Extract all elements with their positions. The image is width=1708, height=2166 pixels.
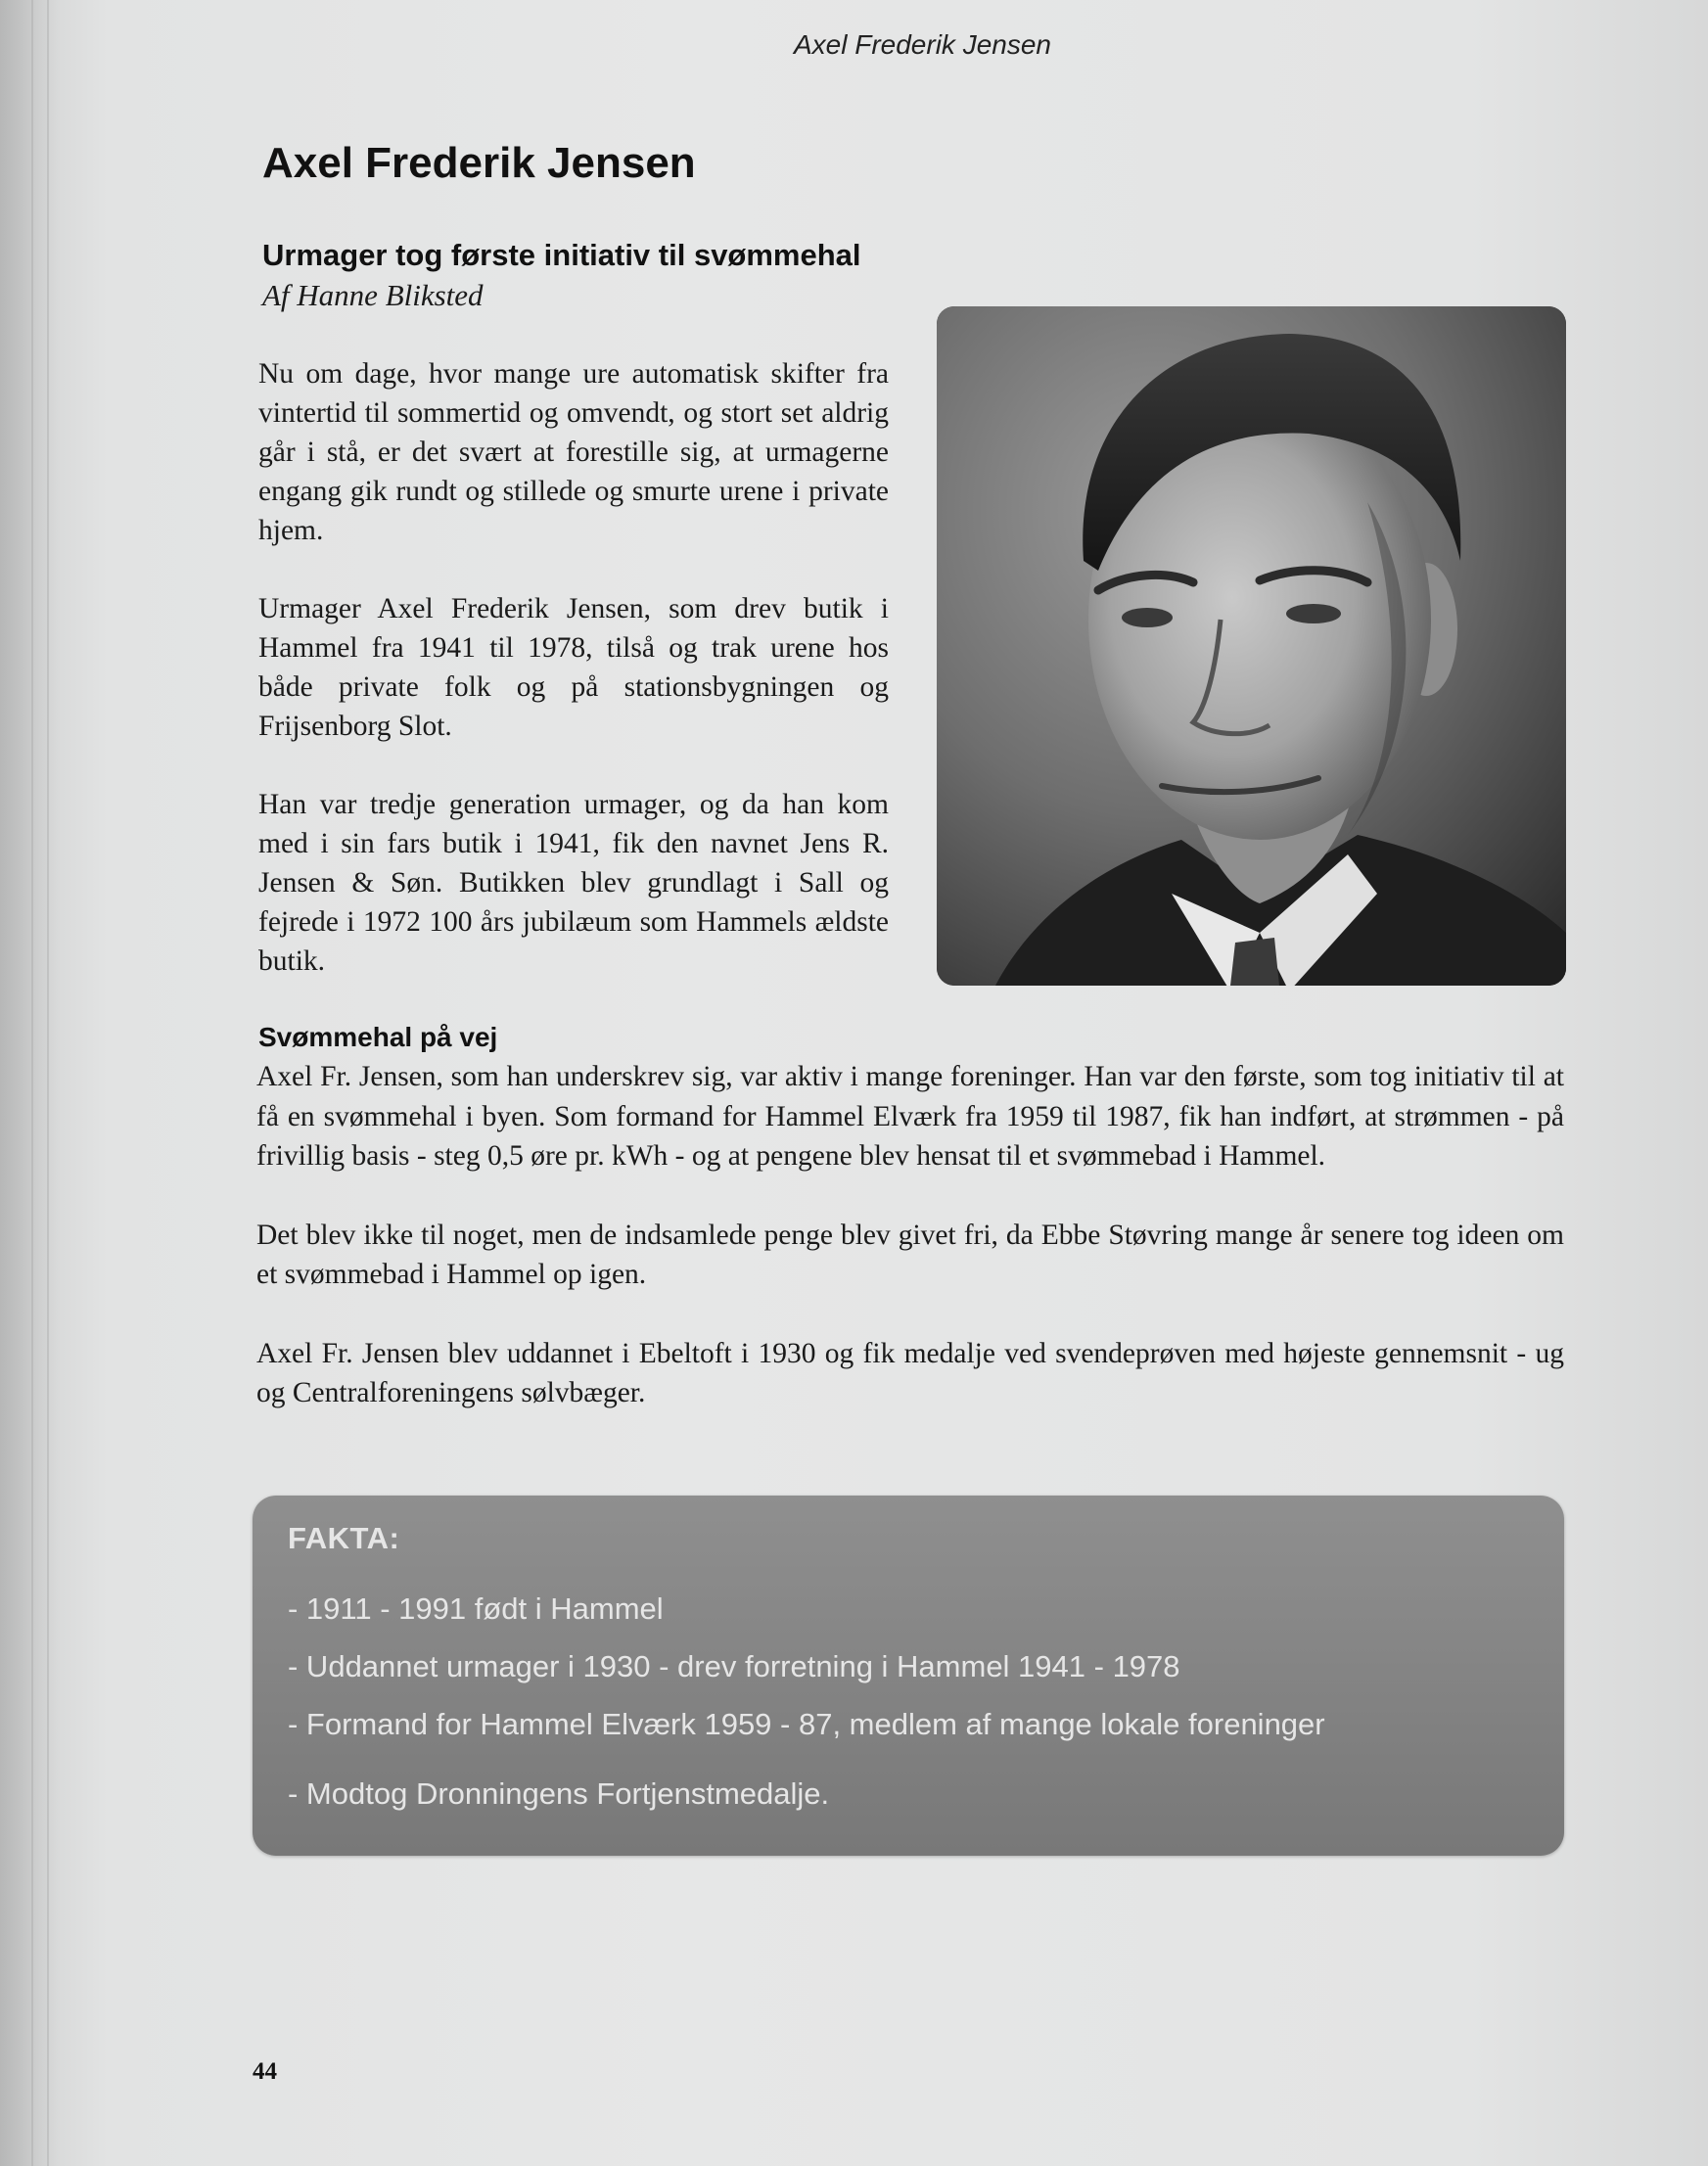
section-paragraph: Axel Fr. Jensen, som han underskrev sig, var aktiv i mange foreninger. Han var den første, som tog initiativ til at få en svømmehal i byen. Som formand for Hammel Elværk fra 1959 til 1987, fik han indført, at strømmen - på frivillig basis - steg 0,5 øre pr. kWh - og at pengene blev hensat til et svømmebad i Hammel. <box>256 1061 1564 1172</box>
intro-paragraph: Han var tredje generation urmager, og da han kom med i sin fars butik i 1941, fik den navnet Jens R. Jensen & Søn. Butikken blev grundlagt i Sall og fejrede i 1972 100 års jubilæum som Hammels ældste butik. <box>258 789 889 977</box>
article-title: Axel Frederik Jensen <box>262 139 696 187</box>
section-paragraph: Det blev ikke til noget, men de indsamlede penge blev givet fri, da Ebbe Støvring mange år senere tog ideen om et svømmebad i Hammel op igen. <box>256 1219 1564 1290</box>
intro-paragraph: Urmager Axel Frederik Jensen, som drev butik i Hammel fra 1941 til 1978, tilså og trak urene hos både private folk og på stationsbygningen og Frijsenborg Slot. <box>258 593 889 742</box>
fakta-title: FAKTA: <box>288 1521 400 1555</box>
page-number: 44 <box>253 2058 277 2085</box>
binding-line <box>47 0 49 2166</box>
section-heading: Svømmehal på vej <box>258 1022 498 1052</box>
intro-column <box>258 354 889 1020</box>
article-subtitle: Urmager tog første initiativ til svømmehal <box>262 238 861 272</box>
portrait-image <box>937 306 1566 986</box>
binding-shadow <box>0 0 59 2166</box>
section-paragraph: Axel Fr. Jensen blev uddannet i Ebeltoft i 1930 og fik medalje ved svendeprøven med højeste gennemsnit - ug og Centralforeningens sølvbæger. <box>256 1337 1564 1408</box>
article-byline: Af Hanne Bliksted <box>262 278 484 312</box>
portrait-photo <box>937 306 1566 986</box>
fakta-item: - Formand for Hammel Elværk 1959 - 87, medlem af mange lokale foreninger <box>288 1707 1325 1741</box>
fakta-item: - 1911 - 1991 født i Hammel <box>288 1591 664 1626</box>
intro-paragraph: Nu om dage, hvor mange ure automatisk skifter fra vintertid til sommertid og omvendt, og stort set aldrig går i stå, er det svært at forestille sig, at urmagerne engang gik rundt og stillede og smurte urene i private hjem. <box>258 358 889 546</box>
fakta-box <box>253 1496 1564 1856</box>
fakta-item: - Uddannet urmager i 1930 - drev forretning i Hammel 1941 - 1978 <box>288 1649 1180 1683</box>
fakta-item: - Modtog Dronningens Fortjenstmedalje. <box>288 1776 830 1811</box>
running-head: Axel Frederik Jensen <box>793 29 1051 60</box>
section-body <box>256 1057 1564 1452</box>
binding-line <box>31 0 33 2166</box>
